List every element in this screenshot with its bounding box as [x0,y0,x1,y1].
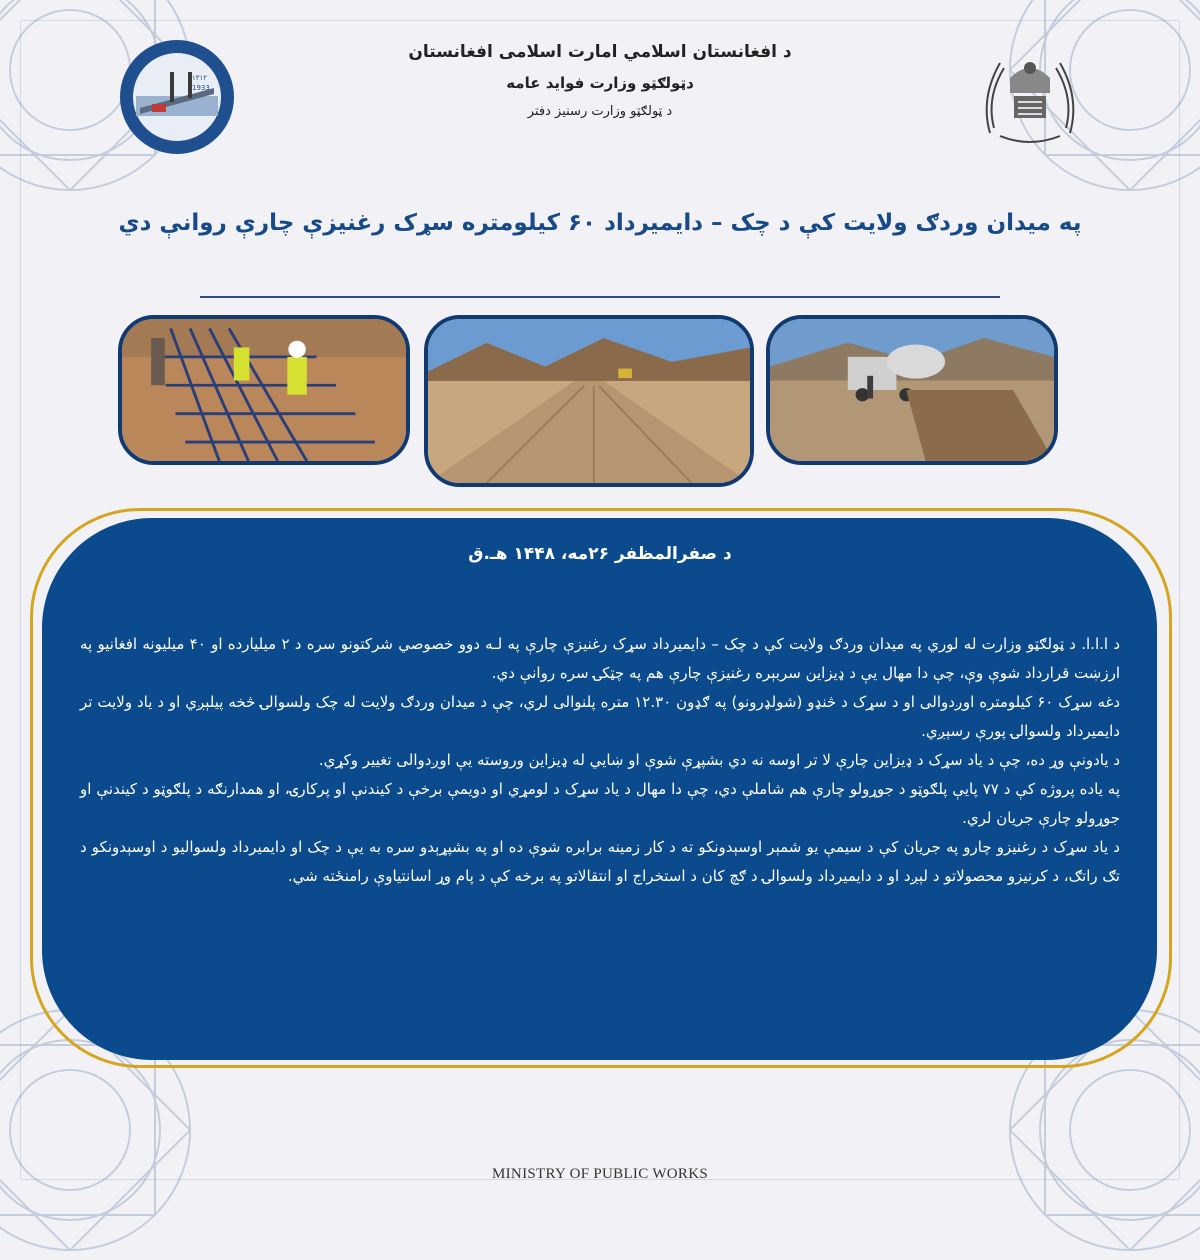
news-date: د صفرالمظفر ۲۶مه، ۱۴۴۸ هـ.ق [468,544,732,564]
header-line-2: دټولګټو وزارت فواید عامه [506,74,694,92]
logo-year-local: ۱۳۱۲ [192,74,208,82]
news-paragraph: د ا.ا.ا. د ټولګټو وزارت له لوري په میدان وردګ ولایت کې د چک – دایمیرداد سړک رغنیزې چارې په لـه دوو خصوصي شرکتونو سره د ۲ میلیارده او ۴۰ میلیونه افغانیو په ارزښت قرارداد شوې وې، چې دا مهال یې د ډیزاین سربېره رغنیزې چارې هم په چټکۍ سره روانې دي. [80,635,1121,682]
photo-rebar-workers [118,315,410,465]
header-line-3: د ټولګټو وزارت رسنيز دفتر [527,104,673,119]
ministry-header [300,42,900,119]
news-paragraph: د یادونې وړ ده، چې د یاد سړک د ډیزاین چارې لا تر اوسه نه دي بشپړې شوې او ښايي له ډیزاین وروسته یې اوږدوالی تغییر وکړي. [318,751,1120,769]
news-body [80,630,1120,891]
photo-dirt-road [424,315,754,487]
ministry-logo [118,38,236,156]
news-paragraph: په یاده پروژه کې د ۷۷ پایې پلګوټو د جوړولو چارې هم شاملې دي، چې دا مهال د یاد سړک د لومړي او دویمې برخې د کیندنې او پرکارۍ، او همدارنګه د پلګوټو د کیندنې او جوړولو چارې جریان لري. [80,780,1120,827]
footer-ministry-name: MINISTRY OF PUBLIC WORKS [492,1166,708,1182]
photo-concrete-mixer [766,315,1058,465]
news-paragraph: د یاد سړک د رغنیزو چارو په جریان کې د سیمې یو شمېر اوسېدونکو ته د کار زمینه برابره شوې ده او په بشپړېدو سره به یې د چک او دایمیرداد ولسوالیو د اوسېدونکو د تګ راتګ، د کرنیزو محصولاتو د لېږد او د دایمیرداد ولسوالۍ د ګچ کان د استخراج او انتقالاتو په برخه کې د پام وړ اسانتیاوې رامنځته شي. [80,838,1120,885]
news-paragraph: دغه سړک ۶۰ کیلومتره اوږدوالی او د سړک د څنډو (شولډرونو) په ګډون ۱۲.۳۰ متره پلنوالی لري، چې د میدان وردګ ولایت له چک ولسوالۍ څخه پیلېږي او د یاد ولایت تر دایمیرداد ولسوالۍ پورې رسېږي. [80,693,1121,740]
header-line-1: د افغانستان اسلامي امارت اسلامی افغانستان [408,42,792,62]
news-headline: په میدان وردګ ولایت کې د چک – دایمیرداد ۶۰ کیلومتره سړک رغنیزې چارې روانې دي [118,210,1082,236]
logo-year: 1933 [192,84,210,92]
divider [200,296,1000,298]
emirate-emblem [970,38,1090,156]
